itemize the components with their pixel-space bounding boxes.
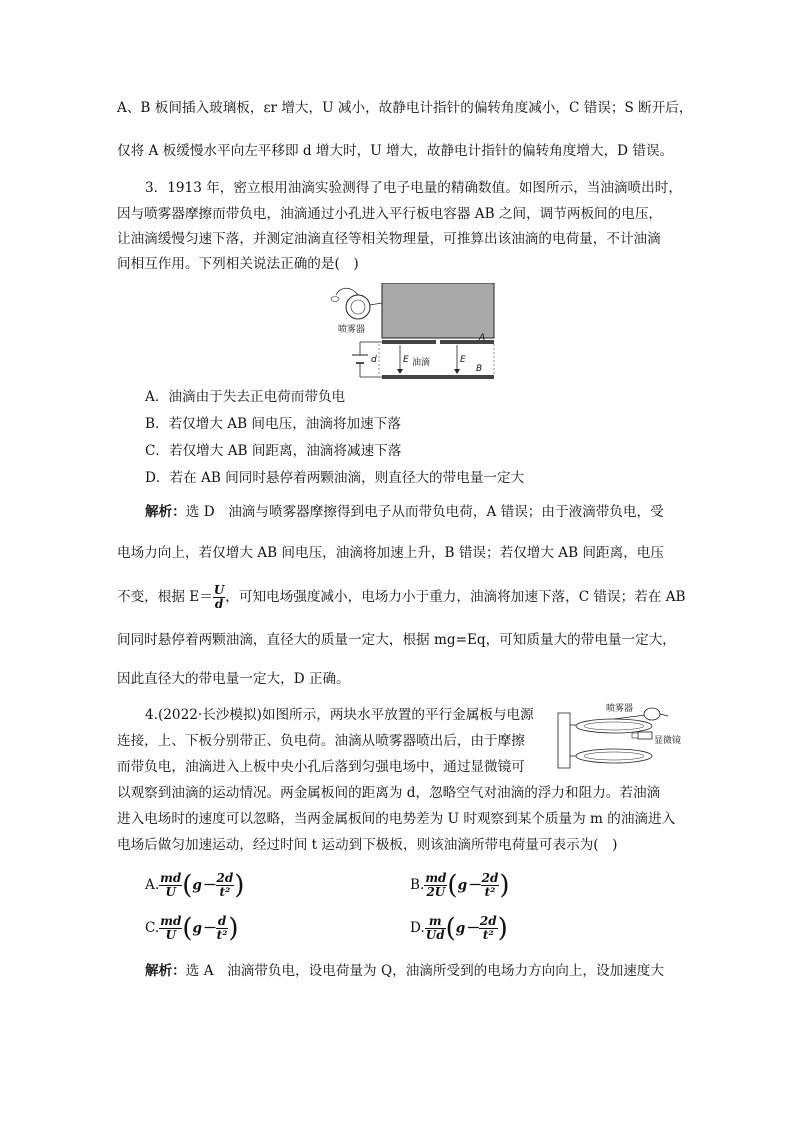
- question-4-line: 4.(2022·长沙模拟)如图所示，两块水平放置的平行金属板与电源: [145, 707, 534, 723]
- text-line: 仅将 A 板缓慢水平向左平移即 d 增大时，U 增大，故静电计指针的偏转角度增大，D 错误。: [117, 143, 674, 159]
- distance-d-label: d: [371, 355, 377, 365]
- text-line: 因与喷雾器摩擦而带负电，油滴通过小孔进入平行板电容器 AB 之间，调节两板间的电压，: [117, 206, 663, 222]
- field-e-label-2: E: [460, 355, 466, 365]
- text-line: 间同时悬停着两颗油滴，直径大的质量一定大，根据 mg=Eq，可知质量大的带电量一定大，: [117, 632, 676, 648]
- plate-b-label: B: [476, 364, 483, 374]
- question-3-line: 3．1913 年，密立根用油滴实验测得了电子电量的精确数值。如图所示，当油滴喷出时，: [145, 180, 682, 196]
- field-e-label: E: [403, 355, 409, 365]
- text-line: 连接，上、下板分别带正、负电荷。油滴从喷雾器喷出后，由于摩擦: [117, 733, 525, 749]
- formula-suffix: ，可知电场强度减小，电场力小于重力，油滴将加速下落，C 错误；若在 AB: [225, 589, 686, 605]
- plate-a-label: A: [479, 333, 486, 343]
- text-line: 以观察到油滴的运动情况。两金属板间的距离为 d，忽略空气对油滴的浮力和阻力。若油滴: [117, 785, 661, 801]
- text-line: 进入电场时的速度可以忽略，当两金属板间的电势差为 U 时观察到某个质量为 m 的油滴进入: [117, 811, 676, 827]
- microscope-label: 显微镜: [654, 736, 682, 746]
- analysis-3-line: 解析：选 D 油滴与喷雾器摩擦得到电子从而带负电荷，A 错误；由于液滴带负电，受: [145, 504, 664, 520]
- option-4a: A. $\frac{md}{U}$ (g－ $\frac{2d}{\text{t²}}$ ): [145, 870, 245, 901]
- option-d: D．若在 AB 间同时悬停着两颗油滴，则直径大的带电量一定大: [145, 470, 525, 486]
- option-b: B．若仅增大 AB 间电压，油滴将加速下落: [145, 416, 401, 432]
- formula-line: [117, 584, 686, 611]
- text-line: 而带负电，油滴进入上板中央小孔后落到匀强电场中，通过显微镜可: [117, 759, 525, 775]
- text-line: 电场后做匀加速运动，经过时间 t 运动到下极板，则该油滴所带电荷量可表示为( ): [117, 837, 618, 853]
- option-4d: D. $\frac{m}{Ud}$ (g－ $\frac{2d}{\text{t²}}$ ): [410, 913, 508, 944]
- sprayer-label-2: 喷雾器: [606, 704, 634, 714]
- sprayer-label: 喷雾器: [338, 325, 366, 335]
- text-line: 让油滴缓慢匀速下落，并测定油滴直径等相关物理量，可推算出该油滴的电荷量，不计油滴: [117, 231, 661, 247]
- text-line: 间相互作用。下列相关说法正确的是( ): [117, 256, 359, 272]
- formula-prefix: 不变，根据 E＝: [117, 589, 213, 605]
- text-line: 电场力向上，若仅增大 AB 间电压，油滴将加速上升，B 错误；若仅增大 AB 间距离，电压: [117, 545, 664, 561]
- option-a: A．油滴由于失去正电荷而带负电: [145, 389, 346, 405]
- option-4b: B. $\frac{md}{2U}$ (g－ $\frac{2d}{\text{t²}}$ ): [410, 870, 510, 901]
- text-line: A、B 板间插入玻璃板，εr 增大，U 减小，故静电计指针的偏转角度减小，C 错误；S 断开后，: [117, 100, 693, 116]
- option-c: C．若仅增大 AB 间距离，油滴将减速下落: [145, 443, 402, 459]
- fraction-u-over-d: $\frac{U}{d}$: [213, 583, 225, 611]
- analysis-4-line: 解析：选 A 油滴带负电，设电荷量为 Q，油滴所受到的电场力方向向上，设加速度大: [145, 963, 664, 979]
- option-4c: C. $\frac{md}{U}$ (g－ $\frac{d}{\text{t²}}$ ): [145, 913, 239, 944]
- text-line: 因此直径大的带电量一定大，D 正确。: [117, 671, 350, 687]
- oil-drop-label: 油滴: [412, 358, 431, 368]
